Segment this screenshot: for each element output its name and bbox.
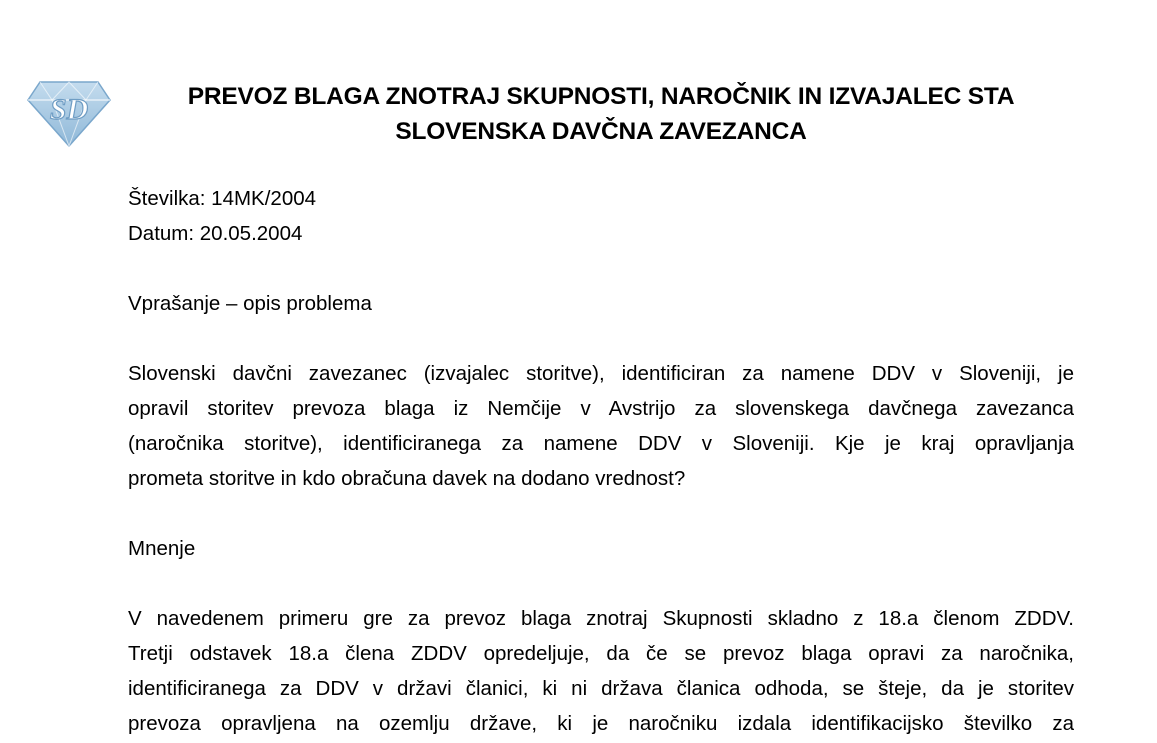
paragraph-line: prevoza opravljena na ozemlju države, ki je naročniku izdala identifikacijsko številko za [128,712,1074,735]
document-date: Datum: 20.05.2004 [128,222,303,245]
logo-text: SD [49,93,89,126]
paragraph-line: V navedenem primeru gre za prevoz blaga znotraj Skupnosti skladno z 18.a členom ZDDV. [128,607,1074,630]
document-body [128,181,1074,741]
paragraph-line: opravil storitev prevoza blaga iz Nemčije v Avstrijo za slovenskega davčnega zavezanca [128,397,1074,420]
paragraph-line: Tretji odstavek 18.a člena ZDDV opredeljuje, da če se prevoz blaga opravi za naročnika, [128,642,1074,665]
paragraph-line: (naročnika storitve), identificiranega za namene DDV v Sloveniji. Kje je kraj opravljanja [128,432,1074,455]
paragraph-line: Slovenski davčni zavezanec (izvajalec storitve), identificiran za namene DDV v Sloveniji, je [128,362,1074,385]
question-heading: Vprašanje – opis problema [128,292,372,315]
opinion-heading: Mnenje [128,537,196,560]
document-title [128,79,1074,149]
spacer [128,496,1074,531]
paragraph-line: identificiranega za DDV v državi članici, ki ni država članica odhoda, se šteje, da je storitev [128,677,1074,700]
title-line: PREVOZ BLAGA ZNOTRAJ SKUPNOSTI, NAROČNIK IN IZVAJALEC STA [187,83,1015,110]
spacer [128,566,1074,601]
document-number: Številka: 14MK/2004 [128,187,317,210]
question-paragraph [128,356,1074,496]
paragraph-line: prometa storitve in kdo obračuna davek na dodano vrednost? [128,467,686,490]
title-line: SLOVENSKA DAVČNA ZAVEZANCA [395,118,807,145]
spacer [128,321,1074,356]
opinion-paragraph [128,601,1074,741]
spacer [128,251,1074,286]
sd-logo-icon [26,78,112,148]
